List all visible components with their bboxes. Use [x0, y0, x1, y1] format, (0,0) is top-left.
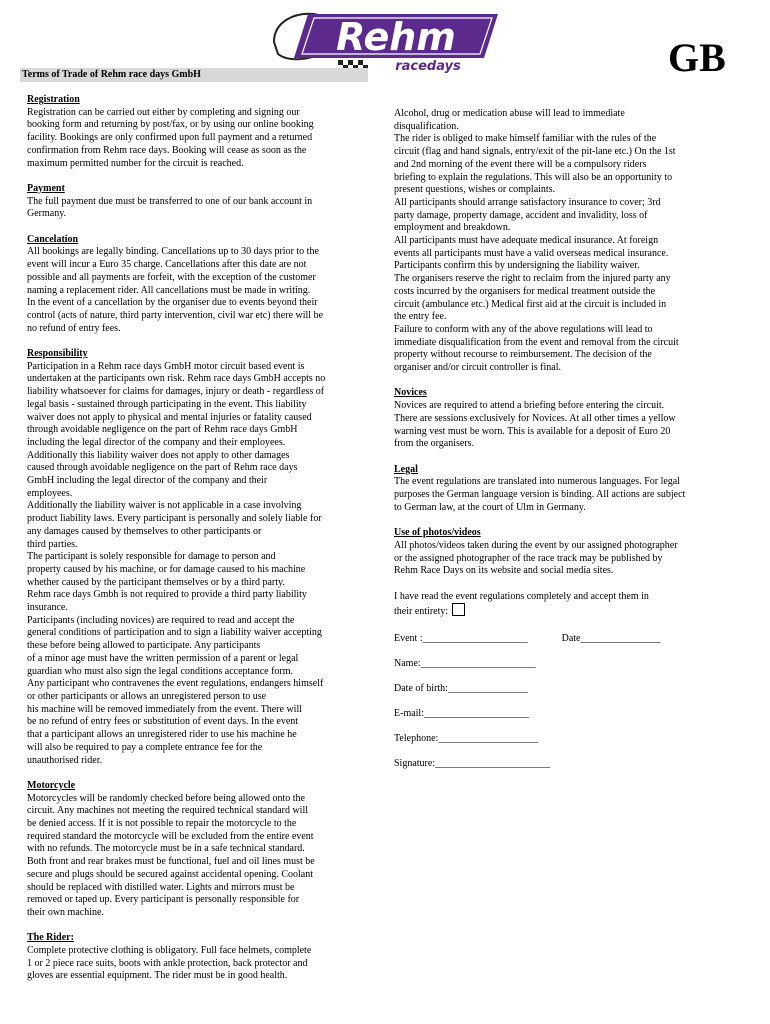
text-line: his machine will be removed immediately from the event. There will — [27, 703, 303, 715]
text-line: be denied access. If it is not possible to repair the motorcycle to the — [27, 818, 297, 830]
section-body — [394, 400, 740, 451]
rehm-racedays-logo — [268, 8, 500, 74]
section-heading: Responsibility — [27, 348, 88, 360]
text-line: liability whatsoever for claims for damages, injury or death - regardless of — [27, 386, 325, 398]
text-line: Alcohol, drug or medication abuse will lead to immediate — [394, 108, 625, 119]
text-line: that a participant allows an unregistered rider to use his machine he — [27, 729, 297, 741]
text-line: Motorcycles will be randomly checked before being allowed onto the — [27, 792, 305, 804]
email-field[interactable]: E-mail:_____________________ — [394, 708, 529, 720]
text-line: to German law, at the court of Ulm in Germany. — [394, 501, 586, 513]
text-line: including the legal director of the company and their employees. — [27, 436, 286, 448]
text-line: Participation in a Rehm race days GmbH motor circuit based event is — [27, 360, 305, 372]
text-line: secure and plugs should be secured against accidental opening. Coolant — [27, 868, 314, 880]
text-line: present questions, wishes or complaints. — [394, 184, 556, 196]
section-body — [27, 107, 375, 171]
text-line: immediate disqualification from the event and removal from the circuit — [394, 336, 679, 348]
section-heading: Legal — [394, 463, 418, 475]
section-heading: Payment — [27, 182, 65, 194]
text-line: costs incurred by the organisers for medical treatment outside the — [394, 285, 656, 297]
text-line: Any participant who contravenes the event regulations, endangers himself — [27, 678, 324, 690]
left-column — [27, 94, 375, 983]
logo-sub-text: racedays — [395, 59, 461, 74]
text-line: GmbH including the legal director of the company and their — [27, 475, 268, 487]
acceptance-line: I have read the event regulations completely and accept them in — [394, 590, 649, 602]
text-line: Participants (including novices) are required to read and accept the — [27, 614, 295, 626]
text-line: The event regulations are translated into numerous languages. For legal — [394, 476, 681, 488]
text-line: undertaken at the participants own risk. Rehm race days GmbH accepts no — [27, 373, 326, 385]
text-line: will also be required to pay a complete entrance fee for the — [27, 741, 263, 753]
text-line: circuit (flag and hand signals, entry/exit of the pit-lane etc.) On the 1st — [394, 146, 676, 158]
text-line: their own machine. — [27, 906, 104, 918]
telephone-field[interactable]: Telephone:____________________ — [394, 733, 539, 745]
text-line: event will incur a Euro 35 charge. Cancellations after this date are not — [27, 259, 307, 271]
section-legal — [394, 464, 740, 515]
text-line: Rehm Race Days on its website and social media sites. — [394, 565, 614, 577]
signup-form — [394, 633, 740, 783]
text-line: caused through avoidable negligence on the part of Rehm race days — [27, 462, 298, 474]
text-line: be no refund of entry fees or substitution of event days. In the event — [27, 716, 299, 728]
text-line: waiver does not apply to physical and mental injuries or fatality caused — [27, 411, 312, 423]
text-line: maximum permitted number for the circuit is reached. — [27, 157, 244, 169]
text-line: purposes the German language version is binding. All actions are subject — [394, 489, 686, 501]
text-line: these before being allowed to participate. Any participants — [27, 640, 261, 652]
text-line: Additionally this liability waiver does not apply to other damages — [27, 449, 290, 461]
signature-field[interactable]: Signature:_______________________ — [394, 758, 551, 770]
text-line: events all participants must have a valid overseas medical insurance. — [394, 247, 669, 259]
text-line: Failure to conform with any of the above regulations will lead to — [394, 323, 653, 335]
section-registration — [27, 94, 375, 170]
text-line: All participants must have adequate medical insurance. At foreign — [394, 235, 659, 247]
text-line: legal basis - sustained through participating in the event. This liability — [27, 398, 307, 410]
date-of-birth-field[interactable]: Date of birth:________________ — [394, 683, 528, 695]
section-novices — [394, 387, 740, 451]
text-line: with no refunds. The motorcycle must be in a safe technical standard. — [27, 843, 305, 855]
text-line: booking form and returning by post/fax, or by using our online booking — [27, 119, 314, 131]
section-heading: Novices — [394, 387, 427, 399]
text-line: no refund of entry fees. — [27, 322, 121, 334]
text-line: third parties. — [27, 538, 78, 550]
text-line: employment and breakdown. — [394, 222, 511, 234]
section-motorcycle — [27, 780, 375, 920]
language-code: GB — [668, 35, 726, 80]
text-line: warning vest must be worn. This is available for a deposit of Euro 20 — [394, 425, 671, 437]
section-body — [27, 793, 375, 920]
text-line: Rehm race days Gmbh is not required to provide a third party liability — [27, 589, 307, 601]
text-line: Participants confirm this by undersigning the liability waiver. — [394, 260, 640, 272]
text-line: removed or taped up. Every participant is personally responsible for — [27, 894, 300, 906]
document-title: Terms of Trade of Rehm race days GmbH — [20, 68, 368, 82]
text-line: All participants should arrange satisfactory insurance to cover; 3rd — [394, 196, 661, 208]
text-line: or other participants or allows an unregistered person to use — [27, 691, 267, 702]
text-line: briefing to explain the regulations. This will also be an opportunity to — [394, 171, 673, 183]
text-line: should be replaced with distilled water. Lights and mirrors must be — [27, 881, 295, 893]
text-line: or the assigned photographer of the race track may be published by — [394, 552, 663, 564]
text-line: control (acts of nature, third party intervention, civil war etc) there will be — [27, 309, 324, 321]
text-line: Registration can be carried out either by completing and signing our — [27, 106, 300, 118]
text-line: property caused by his machine, or for damage caused to his machine — [27, 563, 306, 575]
text-line: and 2nd morning of the event there will be a compulsory riders — [394, 158, 647, 170]
text-line: Both front and rear brakes must be functional, fuel and oil lines must be — [27, 856, 315, 868]
section-body — [394, 540, 740, 578]
section-body — [394, 108, 740, 375]
text-line: property without recourse to reimbursement. The decision of the — [394, 349, 652, 361]
text-line: 1 or 2 piece race suits, boots with ankle protection, back protector and — [27, 957, 308, 969]
text-line: Additionally the liability waiver is not applicable in a case involving — [27, 500, 302, 512]
text-line: any damages caused by themselves to other participants or — [27, 525, 262, 537]
text-line: There are sessions exclusively for Novices. At all other times a yellow — [394, 412, 676, 424]
text-line: unauthorised rider. — [27, 754, 102, 766]
section-body — [394, 476, 740, 514]
section-heading: The Rider: — [27, 932, 74, 944]
text-line: All photos/videos taken during the event by our assigned photographer — [394, 539, 678, 551]
section-body — [27, 196, 375, 221]
text-line: possible and all payments are forfeit, with the exception of the customer — [27, 271, 316, 283]
section-rider-rules — [394, 108, 740, 375]
section-responsibility — [27, 348, 375, 767]
text-line: gloves are essential equipment. The rider must be in good health. — [27, 970, 288, 982]
text-line: the entry fee. — [394, 311, 447, 323]
right-column — [394, 108, 740, 783]
text-line: naming a replacement rider. All cancellations must be made in writing. — [27, 284, 311, 296]
section-photos — [394, 527, 740, 578]
acceptance-checkbox[interactable] — [452, 603, 465, 616]
section-heading: Cancelation — [27, 233, 79, 245]
section-body — [27, 361, 375, 768]
event-field[interactable]: Event :_____________________ — [394, 633, 528, 645]
text-line: In the event of a cancellation by the organiser due to events beyond their — [27, 297, 318, 309]
text-line: The full payment due must be transferred to one of our bank account in — [27, 195, 313, 207]
text-line: from the organisers. — [394, 438, 475, 450]
section-body — [27, 945, 375, 983]
text-line: The rider is obliged to make himself familiar with the rules of the — [394, 133, 657, 145]
section-payment — [27, 183, 375, 221]
text-line: whether caused by the participant themselves or by a third party. — [27, 576, 285, 588]
logo-brand-text: Rehm — [336, 15, 456, 59]
text-line: circuit (ambulance etc.) Medical first aid at the circuit is included in — [394, 298, 667, 310]
text-line: party damage, property damage, accident and invalidity, loss of — [394, 209, 648, 221]
text-line: disqualification. — [394, 120, 459, 132]
text-line: Complete protective clothing is obligatory. Full face helmets, complete — [27, 945, 312, 957]
text-line: through avoidable negligence on the part of Rehm race days GmbH — [27, 424, 298, 436]
text-line: circuit. Any machines not meeting the required technical standard will — [27, 805, 309, 817]
text-line: general conditions of participation and to sign a liability waiver accepting — [27, 627, 322, 639]
text-line: insurance. — [27, 602, 68, 614]
section-body — [27, 246, 375, 335]
text-line: facility. Bookings are only confirmed upon full payment and a returned — [27, 132, 313, 144]
date-field[interactable]: Date________________ — [561, 633, 661, 645]
text-line: product liability laws. Every participant is personally and solely liable for — [27, 513, 322, 525]
section-rider — [27, 932, 375, 983]
text-line: All bookings are legally binding. Cancellations up to 30 days prior to the — [27, 246, 319, 258]
text-line: organiser and/or circuit controller is final. — [394, 362, 561, 374]
section-heading: Registration — [27, 94, 80, 105]
text-line: The participant is solely responsible for damage to person and — [27, 551, 276, 563]
text-line: employees. — [27, 487, 73, 499]
text-line: of a minor age must have the written permission of a parent or legal — [27, 652, 299, 664]
section-cancelation — [27, 234, 375, 336]
text-line: Germany. — [27, 208, 67, 220]
text-line: confirmation from Rehm race days. Booking will cease as soon as the — [27, 144, 307, 156]
section-heading: Use of photos/videos — [394, 527, 481, 539]
text-line: required standard the motorcycle will be excluded from the entire event — [27, 830, 314, 842]
name-field[interactable]: Name:_______________________ — [394, 658, 536, 670]
text-line: guardian who must also sign the legal conditions acceptance form. — [27, 665, 294, 677]
acceptance-line: their entirety: — [394, 606, 449, 618]
acceptance-statement — [394, 591, 740, 619]
section-heading: Motorcycle — [27, 779, 76, 791]
text-line: Novices are required to attend a briefing before entering the circuit. — [394, 400, 665, 412]
text-line: The organisers reserve the right to reclaim from the injured party any — [394, 273, 671, 285]
